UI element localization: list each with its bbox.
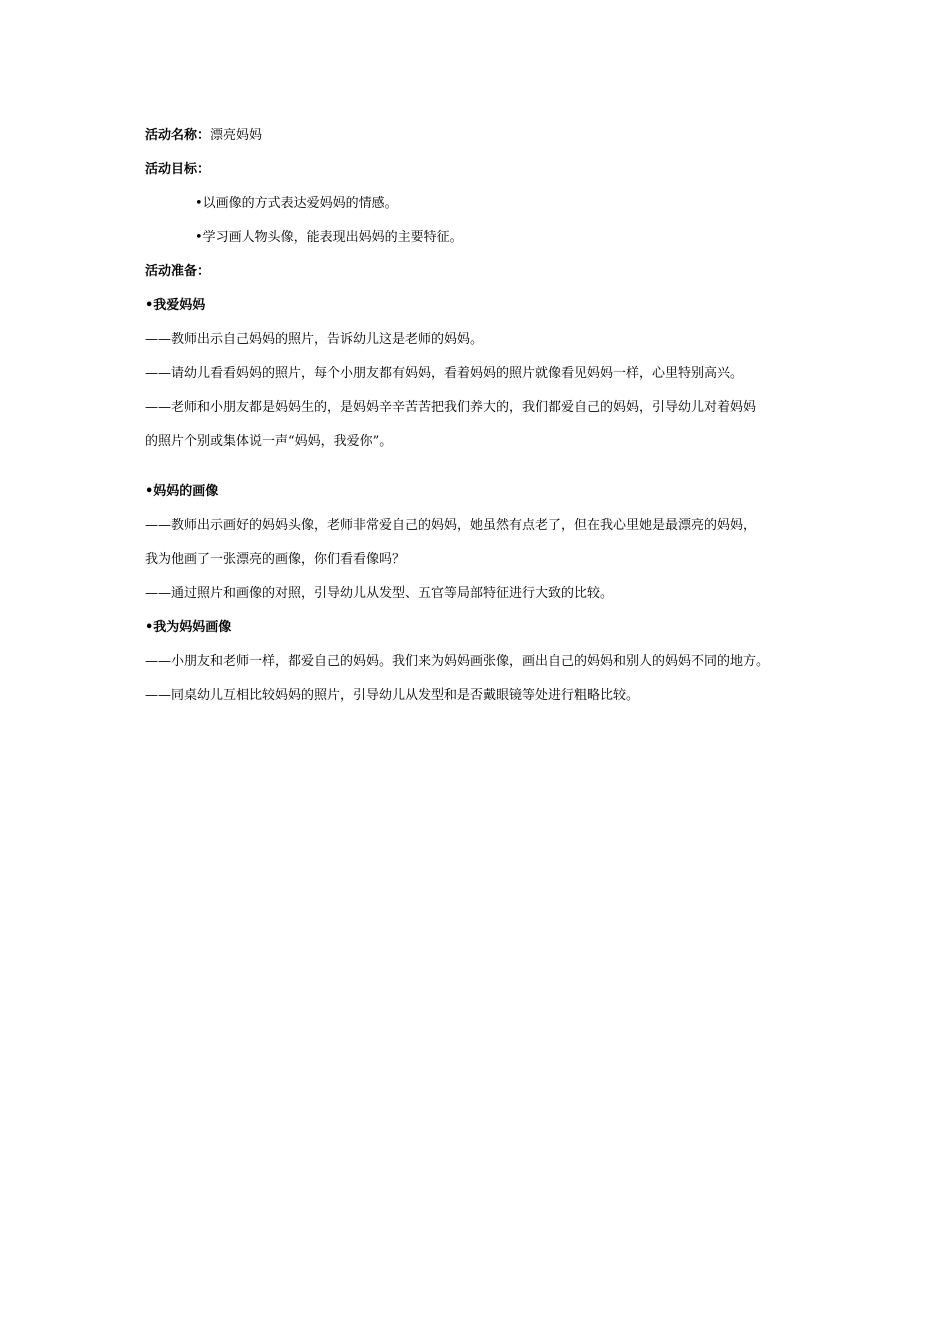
section-1-line-3: ——老师和小朋友都是妈妈生的，是妈妈辛辛苦苦把我们养大的，我们都爱自己的妈妈，引导幼儿对着妈妈 bbox=[145, 400, 757, 415]
section-heading-mom-portrait: •妈妈的画像 bbox=[145, 484, 219, 499]
activity-name-row bbox=[145, 126, 845, 146]
section-heading-love-mom: •我爱妈妈 bbox=[145, 298, 206, 313]
section-2-line-1: ——教师出示画好的妈妈头像，老师非常爱自己的妈妈，她虽然有点老了，但在我心里她是最漂亮的妈妈， bbox=[145, 518, 757, 533]
section-heading-draw-mom: •我为妈妈画像 bbox=[145, 620, 232, 635]
section-3-line-2: ——同桌幼儿互相比较妈妈的照片，引导幼儿从发型和是否戴眼镜等处进行粗略比较。 bbox=[145, 688, 640, 703]
section-2-line-2: 我为他画了一张漂亮的画像，你们看看像吗？ bbox=[145, 552, 406, 567]
goal-item-2: •学习画人物头像，能表现出妈妈的主要特征。 bbox=[195, 230, 463, 245]
section-1-line-1: ——教师出示自己妈妈的照片，告诉幼儿这是老师的妈妈。 bbox=[145, 332, 484, 347]
activity-name-label: 活动名称： bbox=[145, 128, 211, 143]
activity-prep-label: 活动准备： bbox=[145, 264, 211, 279]
activity-goals-label: 活动目标： bbox=[145, 162, 211, 177]
section-1-line-4: 的照片个别或集体说一声“妈妈，我爱你”。 bbox=[145, 434, 393, 449]
section-1-line-2: ——请幼儿看看妈妈的照片，每个小朋友都有妈妈，看着妈妈的照片就像看见妈妈一样，心里特别高兴。 bbox=[145, 366, 744, 381]
section-gap bbox=[145, 466, 845, 482]
section-2-line-3: ——通过照片和画像的对照，引导幼儿从发型、五官等局部特征进行大致的比较。 bbox=[145, 586, 614, 601]
section-3-line-1: ——小朋友和老师一样，都爱自己的妈妈。我们来为妈妈画张像，画出自己的妈妈和别人的妈妈不同的地方。 bbox=[145, 654, 770, 669]
goal-item-1: •以画像的方式表达爱妈妈的情感。 bbox=[195, 196, 398, 211]
activity-name-value: 漂亮妈妈 bbox=[210, 128, 263, 143]
document-body bbox=[145, 126, 845, 720]
